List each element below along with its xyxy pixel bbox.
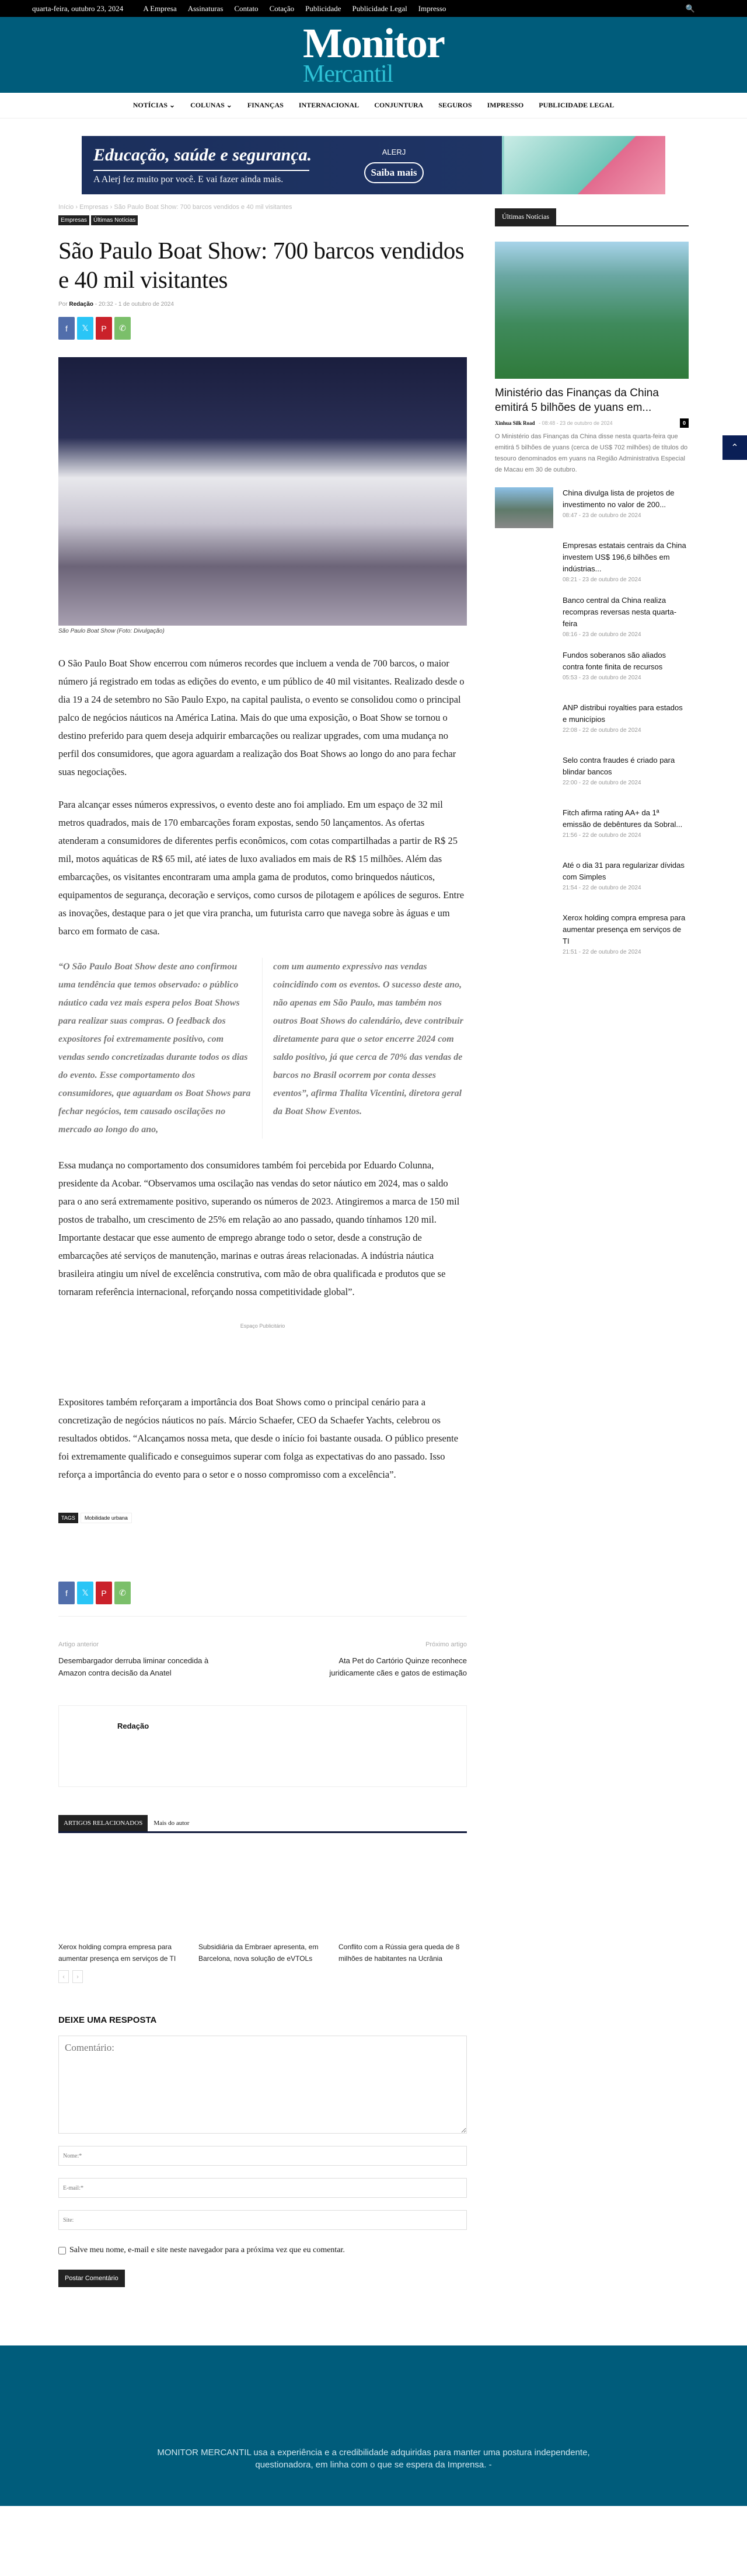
news-title[interactable]: China divulga lista de projetos de investimento no valor de 200... [563,488,675,509]
nav-financas[interactable]: FINANÇAS [247,101,284,109]
category-empresas[interactable]: Empresas [58,215,89,225]
facebook-icon[interactable]: f [58,317,75,340]
top-link-assinaturas[interactable]: Assinaturas [187,4,224,13]
chevron-right-icon[interactable]: › [72,1970,83,1983]
news-title[interactable]: Banco central da China realiza recompras reversas nesta quarta-feira [563,596,677,628]
article-title: São Paulo Boat Show: 700 barcos vendidos e 40 mil visitantes [58,237,465,294]
x-twitter-icon[interactable]: 𝕏 [77,317,93,340]
prev-label: Artigo anterior [58,1641,99,1649]
news-thumbnail [495,807,553,848]
featured-title[interactable]: Ministério das Finanças da China emitirá 5 bilhões de yuans em... [495,387,659,414]
meta-by: Por [58,301,68,308]
news-thumbnail [495,595,553,636]
nav-conjuntura[interactable]: CONJUNTURA [374,101,424,109]
logo-mercantil: Mercantil [303,60,393,88]
news-thumbnail [495,755,553,795]
news-thumbnail [495,702,553,743]
featured-byline [495,418,678,428]
news-date: 22:08 - 22 de outubro de 2024 [563,727,641,734]
sidebar-news-item[interactable] [495,755,689,795]
ad-banner[interactable] [82,136,665,194]
footer-text: MONITOR MERCANTIL usa a experiência e a credibilidade adquiridas para manter uma postura independente, questionadora, em linha com o que se espera da Imprensa. - [157,2448,590,2470]
banner-subtext: A Alerj fez muito por você. E vai fazer ainda mais. [93,174,284,184]
quote-left: “O São Paulo Boat Show deste ano confirmou uma tendência que temos observado: o público náutico cada vez mais espera pelos Boat Shows para realizar suas compras. O feedback dos expositores foi extremamente positivo, com vendas sendo concretizadas durante todos os dias do evento. Esse comportamento dos consumidores, que aguardam os Boat Shows para fechar negócios, tem causado oscilações no mercado ao longo do ano, [58,958,263,1139]
news-date: 08:16 - 23 de outubro de 2024 [563,631,641,638]
divider [58,1616,467,1617]
pinterest-icon[interactable]: P [96,1582,112,1604]
paragraph-4: Expositores também reforçaram a importância dos Boat Shows como o principal cenário para a concretização de negócios náuticos no país. Márcio Schaefer, CEO da Schaefer Yachts, celebrou os resultados obtidos. “Alcançamos nossa meta, que desde o início foi bastante ousada. O público presente foi extremamente qualificado e conseguimos superar com folga as expectativas do ano passado. Isso reforça a importância do evento para o setor e o nosso compromisso com a excelência”. [58,1397,459,1481]
sidebar-news-item[interactable] [495,860,689,900]
featured-datetime: - 08:48 - 23 de outubro de 2024 [539,420,613,426]
sidebar-news-item[interactable] [495,702,689,743]
nav-publicidade-legal[interactable]: PUBLICIDADE LEGAL [539,101,615,109]
news-title[interactable]: Xerox holding compra empresa para aumentar presença em serviços de TI [563,913,686,945]
article-hero-image [58,357,467,626]
main-nav [0,93,747,118]
whatsapp-icon[interactable]: ✆ [114,1582,131,1604]
image-caption: São Paulo Boat Show (Foto: Divulgação) [58,628,165,635]
comment-form [58,2015,467,2287]
banner-rule [93,170,309,171]
news-date: 21:56 - 22 de outubro de 2024 [563,832,641,839]
next-title[interactable]: Ata Pet do Cartório Quinze reconhece juridicamente cães e gatos de estimação [329,1656,467,1678]
news-date: 08:47 - 23 de outubro de 2024 [563,512,641,519]
news-title[interactable]: ANP distribui royalties para estados e municípios [563,703,683,724]
search-icon[interactable]: 🔍 [685,4,695,13]
email-field[interactable] [58,2178,467,2198]
banner-cta-button[interactable]: Saiba mais [364,162,424,183]
sidebar-news-item[interactable] [495,807,689,848]
category-ultimas-noticias[interactable]: Últimas Notícias [91,215,138,225]
top-link-cotacao[interactable]: Cotação [269,4,295,13]
sidebar-heading: Últimas Notícias [495,208,556,225]
news-thumbnail [495,540,553,581]
share-buttons-top [58,317,467,340]
news-thumbnail [495,650,553,690]
facebook-icon[interactable]: f [58,1582,75,1604]
meta-datetime: - 20:32 - 1 de outubro de 2024 [95,301,174,308]
pinterest-icon[interactable]: P [96,317,112,340]
banner-photo [504,136,665,194]
chevron-left-icon[interactable]: ‹ [58,1970,69,1983]
related-tabs [58,1815,467,1833]
nav-internacional[interactable]: INTERNACIONAL [298,101,359,109]
post-comment-button[interactable]: Postar Comentário [58,2270,125,2287]
featured-source[interactable]: Xinhua Silk Road [495,420,535,426]
quote-right: com um aumento expressivo nas vendas coincidindo com os eventos. O sucesso deste ano, não apenas em São Paulo, mas também nos outros Boat Shows do calendário, deve contribuir diretamente para que o setor encerre 2024 com saldo positivo, já que cerca de 70% das vendas de barcos no Brasil ocorrem por conta desses eventos”, afirma Thalita Vicentini, diretora geral da Boat Show Eventos. [273,962,463,1117]
news-date: 08:21 - 23 de outubro de 2024 [563,577,641,583]
author-name[interactable]: Redação [117,1722,149,1731]
sidebar [495,200,689,2287]
whatsapp-icon[interactable]: ✆ [114,317,131,340]
article-navigation [58,1641,467,1679]
nav-impresso[interactable]: IMPRESSO [487,101,524,109]
sidebar-news-item[interactable] [495,595,689,638]
top-link-impresso[interactable]: Impresso [418,4,446,13]
x-twitter-icon[interactable]: 𝕏 [77,1582,93,1604]
brand-header [0,17,747,93]
sidebar-news-item[interactable] [495,650,689,690]
author-box [58,1705,467,1787]
related-list [58,1941,467,1964]
featured-image[interactable] [495,242,689,379]
tag-mobilidade-urbana[interactable]: Mobilidade urbana [81,1513,132,1523]
paragraph-2: Para alcançar esses números expressivos, o evento deste ano foi ampliado. Em um espaço de 32 mil metros quadrados, mais de 170 embarcações foram expostas, sendo 50 lançamentos. As ofertas atenderam a consumidores de diferentes perfis econômicos, com cotas compartilhadas a partir de R$ 25 mil, motos aquáticas de R$ 65 mil, até iates de luxo avaliados em mais de R$ 15 milhões. Além das embarcações, os visitantes encontraram uma ampla gama de produtos, como brinquedos náuticos, equipamentos de segurança, decoração e serviços, como cursos de pilotagem e apólices de seguros. Entre as inovações, destaque para o jet que vira prancha, um futurista carro que navega sobre às águas e um barco em formato de casa. [58,799,465,937]
news-title[interactable]: Fundos soberanos são aliados contra fonte finita de recursos [563,651,666,671]
site-logo[interactable] [303,19,444,88]
comment-textarea[interactable] [58,2036,467,2134]
top-bar [0,0,747,17]
logo-monitor: Monitor [303,19,444,67]
article-column [58,200,467,2287]
save-info-label: Salve meu nome, e-mail e site neste navegador para a próxima vez que eu comentar. [69,2246,345,2255]
news-title[interactable]: Até o dia 31 para regularizar dívidas com Simples [563,861,685,881]
news-title[interactable]: Fitch afirma rating AA+ da 1ª emissão de debêntures da Sobral... [563,808,683,829]
ad-space-label: Espaço Publicitário [240,1323,285,1329]
related-pager [58,1970,467,1983]
nav-colunas[interactable]: COLUNAS ⌄ [190,101,232,109]
top-link-publicidade-legal[interactable]: Publicidade Legal [352,4,407,13]
chevron-up-icon: ⌃ [731,443,739,453]
name-field[interactable] [58,2146,467,2166]
sidebar-news-item[interactable] [495,540,689,583]
save-info-row [58,2246,467,2255]
news-thumbnail [495,912,553,953]
meta-author[interactable]: Redação [69,301,94,308]
tags-label: TAGS [58,1513,78,1523]
prev-article[interactable] [58,1641,233,1679]
share-buttons-bottom [58,1582,467,1604]
back-to-top-button[interactable] [722,435,747,460]
alerj-logo: ALERJ [382,147,406,156]
featured-meta [495,418,689,428]
related-item[interactable]: Subsidiária da Embraer apresenta, em Barcelona, nova solução de eVTOLs [198,1943,319,1963]
next-article[interactable] [292,1641,467,1679]
tags [58,1513,467,1523]
featured-excerpt: O Ministério das Finanças da China disse nesta quarta-feira que emitirá 5 bilhões de yuans (cerca de US$ 702 milhões) de títulos do tesouro denominados em yuans na Região Administrativa Especial de Macau em 30 de outubro. [495,433,688,473]
banner-headline: Educação, saúde e segurança. [93,145,312,165]
news-date: 21:51 - 22 de outubro de 2024 [563,949,641,955]
tab-more-from-author[interactable]: Mais do autor [153,1820,190,1827]
prev-title[interactable]: Desembargador derruba liminar concedida à Amazon contra decisão da Anatel [58,1656,209,1678]
news-thumbnail [495,487,553,528]
footer [0,2345,747,2506]
news-date: 21:54 - 22 de outubro de 2024 [563,885,641,891]
current-date: quarta-feira, outubro 23, 2024 [32,4,124,13]
category-badges [58,215,467,225]
breadcrumb[interactable]: Início › Empresas › São Paulo Boat Show: 700 barcos vendidos e 40 mil visitantes [58,204,292,211]
top-links [143,4,457,13]
news-date: 22:00 - 22 de outubro de 2024 [563,780,641,786]
top-link-empresa[interactable]: A Empresa [143,4,177,13]
top-link-contato[interactable]: Contato [234,4,259,13]
save-info-checkbox[interactable] [58,2247,66,2254]
related-item[interactable]: Conflito com a Rússia gera queda de 8 milhões de habitantes na Ucrânia [338,1943,460,1963]
content-wrap [58,194,689,2287]
news-date: 05:53 - 23 de outubro de 2024 [563,675,641,681]
reply-heading: DEIXE UMA RESPOSTA [58,2015,157,2026]
site-field[interactable] [58,2210,467,2230]
article-meta [58,301,467,308]
paragraph-3: Essa mudança no comportamento dos consumidores também foi percebida por Eduardo Colunna, presidente da Acobar. “Observamos uma oscilação nas vendas do setor náutico em 2024, mas o saldo para o ano será extremamente positivo, superando os números de 2023. Atingiremos a marca de 150 mil postos de trabalho, um crescimento de 25% em relação ao ano passado, quando tínhamos 120 mil. Importante destacar que esse aumento de emprego abrange todo o setor, desde a construção de embarcações até serviços de manutenção, marinas e outras áreas relacionadas. A indústria náutica brasileira atingiu um nível de excelência construtiva, com mão de obra qualificada e produtos que se tornaram referência internacional, reforçando nossa competitividade global”. [58,1160,460,1298]
tab-related-articles[interactable]: ARTIGOS RELACIONADOS [58,1815,148,1831]
news-title[interactable]: Selo contra fraudes é criado para blindar bancos [563,756,675,776]
comment-count-badge[interactable]: 0 [680,418,689,428]
next-label: Próximo artigo [425,1641,467,1649]
pull-quote [58,958,467,1139]
paragraph-1: O São Paulo Boat Show encerrou com números recordes que incluem a venda de 700 barcos, o maior número já registrado em todas as edições do evento, e um público de 40 mil visitantes. Realizado desde o dia 19 a 24 de setembro no São Paulo Expo, na capital paulista, o evento se consolidou como o principal palco de negócios náuticos na América Latina. Mais do que uma exposição, o Boat Show se tornou o destino preferido para quem deseja adquirir embarcações ou realizar upgrades, com uma mudança no perfil dos consumidores, que agora aguardam a realização dos Boat Shows ao longo do ano para fechar suas negociações. [58,658,465,778]
top-link-publicidade[interactable]: Publicidade [305,4,341,13]
sidebar-header [495,208,689,226]
sidebar-news-item[interactable] [495,487,689,528]
news-title[interactable]: Empresas estatais centrais da China investem US$ 196,6 bilhões em indústrias... [563,541,686,573]
article-body [58,654,467,1484]
nav-noticias[interactable]: NOTÍCIAS ⌄ [132,101,176,109]
nav-seguros[interactable]: SEGUROS [438,101,472,109]
sidebar-news-item[interactable] [495,912,689,955]
related-item[interactable]: Xerox holding compra empresa para aumentar presença em serviços de TI [58,1943,176,1963]
news-thumbnail [495,860,553,900]
